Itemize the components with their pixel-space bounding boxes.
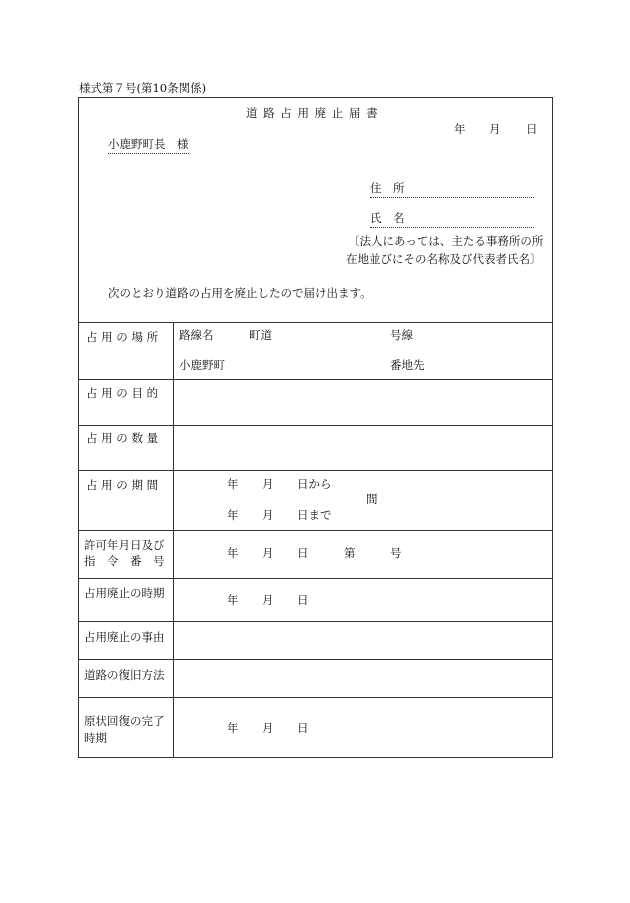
period-to-day: 日まで xyxy=(297,508,332,522)
abolish-time-day: 日 xyxy=(297,593,309,607)
row-divider xyxy=(78,659,553,660)
location-label: 占 用 の 場 所 xyxy=(86,330,159,344)
abolish-reason-field[interactable] xyxy=(176,623,550,657)
restoration-method-field[interactable] xyxy=(176,661,550,695)
row-divider xyxy=(78,425,553,426)
route-name-label: 路線名 xyxy=(179,328,214,342)
corporate-note-line2: 在地並びにその名称及び代表者氏名〕 xyxy=(346,252,542,266)
permit-dai: 第 xyxy=(344,546,356,560)
permit-year: 年 xyxy=(227,546,239,560)
restoration-method-label: 道路の復旧方法 xyxy=(84,668,165,682)
period-from-day: 日から xyxy=(297,477,332,491)
period-span: 間 xyxy=(366,492,378,506)
statement: 次のとおり道路の占用を廃止したので届け出ます。 xyxy=(108,286,372,300)
corporate-note-line1: 〔法人にあっては、主たる事務所の所 xyxy=(348,234,544,248)
date-day: 日 xyxy=(526,122,538,136)
restoration-complete-month: 月 xyxy=(262,721,274,735)
route-suffix: 号線 xyxy=(390,328,413,342)
row-divider xyxy=(78,470,553,471)
period-to-month: 月 xyxy=(262,508,274,522)
town-name: 小鹿野町 xyxy=(179,358,225,372)
abolish-time-year: 年 xyxy=(227,593,239,607)
permit-day: 日 xyxy=(297,546,309,560)
restoration-complete-day: 日 xyxy=(297,721,309,735)
period-to-year: 年 xyxy=(227,508,239,522)
purpose-label: 占 用 の 目 的 xyxy=(86,386,159,400)
period-from-month: 月 xyxy=(262,477,274,491)
permit-label-line1: 許可年月日及び xyxy=(84,538,165,552)
row-divider xyxy=(78,621,553,622)
row-divider xyxy=(78,697,553,698)
permit-month: 月 xyxy=(262,546,274,560)
name-label: 氏 名 xyxy=(370,211,405,225)
date-month: 月 xyxy=(489,122,501,136)
period-from-year: 年 xyxy=(227,477,239,491)
quantity-field[interactable] xyxy=(176,427,550,468)
purpose-field[interactable] xyxy=(176,381,550,423)
date-year: 年 xyxy=(454,122,466,136)
row-divider xyxy=(78,578,553,579)
addressee: 小鹿野町長 様 xyxy=(108,139,189,154)
permit-go: 号 xyxy=(390,546,402,560)
address-label: 住 所 xyxy=(370,181,405,195)
restoration-complete-label-line1: 原状回復の完了 xyxy=(84,714,165,728)
lot-suffix: 番地先 xyxy=(390,358,425,372)
row-divider xyxy=(78,322,553,323)
row-divider xyxy=(78,530,553,531)
form-number: 様式第７号(第10条関係) xyxy=(79,81,207,95)
abolish-time-label: 占用廃止の時期 xyxy=(84,586,165,600)
column-divider xyxy=(173,322,174,758)
row-divider xyxy=(78,379,553,380)
road-type: 町道 xyxy=(249,328,272,342)
address-field-line[interactable] xyxy=(370,197,534,198)
permit-label-line2: 指 令 番 号 xyxy=(84,554,165,568)
restoration-complete-label-line2: 時期 xyxy=(84,731,107,745)
abolish-reason-label: 占用廃止の事由 xyxy=(84,630,165,644)
quantity-label: 占 用 の 数 量 xyxy=(86,431,159,445)
abolish-time-month: 月 xyxy=(262,593,274,607)
form-title: 道 路 占 用 廃 止 届 書 xyxy=(246,106,379,120)
period-label: 占 用 の 期 間 xyxy=(86,478,159,492)
name-field-line[interactable] xyxy=(370,227,534,228)
restoration-complete-year: 年 xyxy=(227,721,239,735)
